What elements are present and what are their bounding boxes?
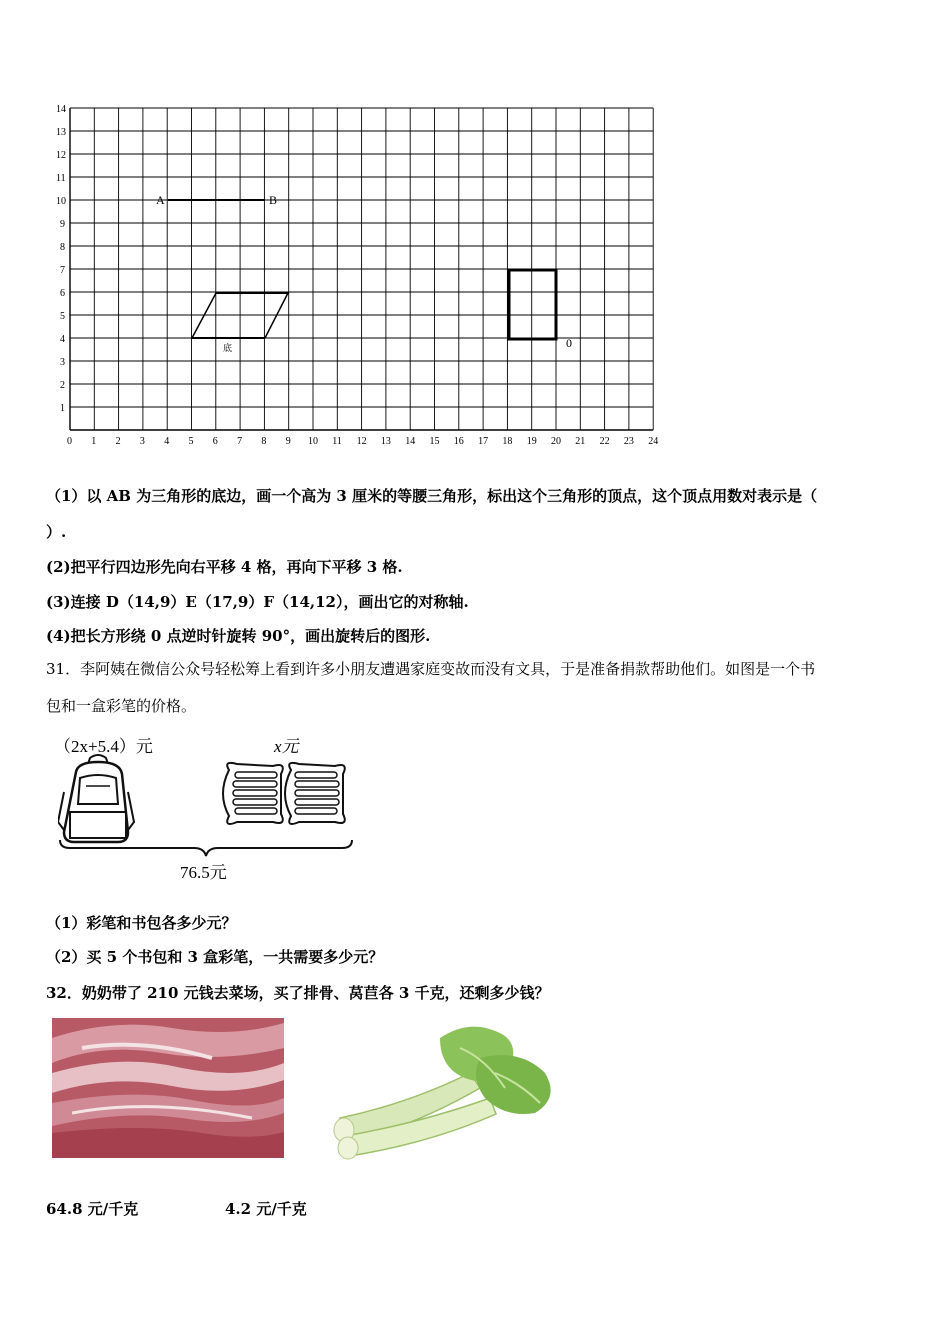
y-tick-label: 14 [56, 104, 66, 115]
q31-line1: 31．李阿姨在微信公众号轻松筹上看到许多小朋友遭遇家庭变故而没有文具，于是准备捐款帮助他们。如图是一个书 [46, 660, 816, 678]
x-tick-label: 11 [332, 436, 342, 447]
total-price-label: 76.5元 [180, 863, 227, 882]
coordinate-grid [40, 100, 670, 452]
x-tick-label: 23 [623, 436, 634, 447]
point-o-label: 0 [566, 336, 572, 350]
y-tick-label: 8 [60, 242, 65, 253]
x-tick-label: 13 [380, 436, 391, 447]
price-ribs: 64.8 元/千克 [46, 1200, 139, 1218]
q30-line2: ）. [46, 523, 67, 541]
grid-lines [70, 108, 653, 430]
pen-price-label: x元 [274, 737, 299, 756]
y-tick-label: 5 [60, 311, 65, 322]
q32-line1: 32．奶奶带了 210 元钱去菜场，买了排骨、莴苣各 3 千克，还剩多少钱？ [46, 984, 550, 1002]
grid-tick-labels [56, 104, 658, 447]
x-tick-label: 24 [648, 436, 659, 447]
lettuce-image [320, 1018, 560, 1163]
y-tick-label: 1 [60, 403, 65, 414]
point-b-label: B [269, 193, 278, 207]
x-tick-label: 9 [285, 436, 291, 447]
ribs-image [52, 1018, 284, 1158]
x-tick-label: 2 [115, 436, 121, 447]
price-lettuce: 4.2 元/千克 [225, 1200, 307, 1218]
y-tick-label: 2 [60, 380, 65, 391]
x-tick-label: 14 [405, 436, 416, 447]
x-tick-label: 22 [599, 436, 610, 447]
x-tick-label: 20 [551, 436, 561, 447]
y-tick-label: 7 [60, 265, 65, 276]
x-tick-label: 6 [212, 436, 218, 447]
x-tick-label: 5 [188, 436, 194, 447]
q30-line5: (4)把长方形绕 0 点逆时针旋转 90°，画出旋转后的图形. [46, 627, 431, 645]
x-tick-label: 10 [308, 436, 318, 447]
q31-sub1: （1）彩笔和书包各多少元？ [46, 914, 237, 932]
colored-pens-icon [215, 758, 355, 830]
y-tick-label: 10 [56, 196, 66, 207]
point-a-label: A [156, 193, 165, 207]
q31-sub2: （2）买 5 个书包和 3 盒彩笔，一共需要多少元？ [46, 948, 384, 966]
y-tick-label: 9 [60, 219, 65, 230]
bag-price-label: （2x+5.4）元 [54, 737, 153, 756]
q30-line1: （1）以 AB 为三角形的底边，画一个高为 3 厘米的等腰三角形，标出这个三角形的顶点，这个顶点用数对表示是（ [46, 487, 818, 505]
x-tick-label: 3 [139, 436, 145, 447]
y-tick-label: 4 [60, 334, 65, 345]
y-tick-label: 12 [56, 150, 66, 161]
x-tick-label: 19 [526, 436, 537, 447]
x-tick-label: 1 [91, 436, 97, 447]
x-tick-label: 0 [67, 436, 72, 447]
base-label: 底 [223, 344, 233, 354]
x-tick-label: 4 [164, 436, 170, 447]
x-tick-label: 16 [453, 436, 464, 447]
y-tick-label: 6 [60, 288, 65, 299]
y-tick-label: 13 [56, 127, 66, 138]
x-tick-label: 17 [478, 436, 489, 447]
x-tick-label: 8 [261, 436, 267, 447]
y-tick-label: 11 [56, 173, 66, 184]
x-tick-label: 7 [237, 436, 243, 447]
x-tick-label: 21 [575, 436, 586, 447]
backpack-icon [58, 752, 138, 847]
y-tick-label: 3 [60, 357, 65, 368]
q30-line3: (2)把平行四边形先向右平移 4 格，再向下平移 3 格. [46, 558, 403, 576]
rectangle [509, 270, 556, 339]
x-tick-label: 18 [502, 436, 513, 447]
x-tick-label: 12 [356, 436, 367, 447]
q31-line2: 包和一盒彩笔的价格。 [46, 697, 197, 715]
q30-line4: (3)连接 D（14,9）E（17,9）F（14,12），画出它的对称轴. [46, 593, 469, 611]
x-tick-label: 15 [429, 436, 440, 447]
